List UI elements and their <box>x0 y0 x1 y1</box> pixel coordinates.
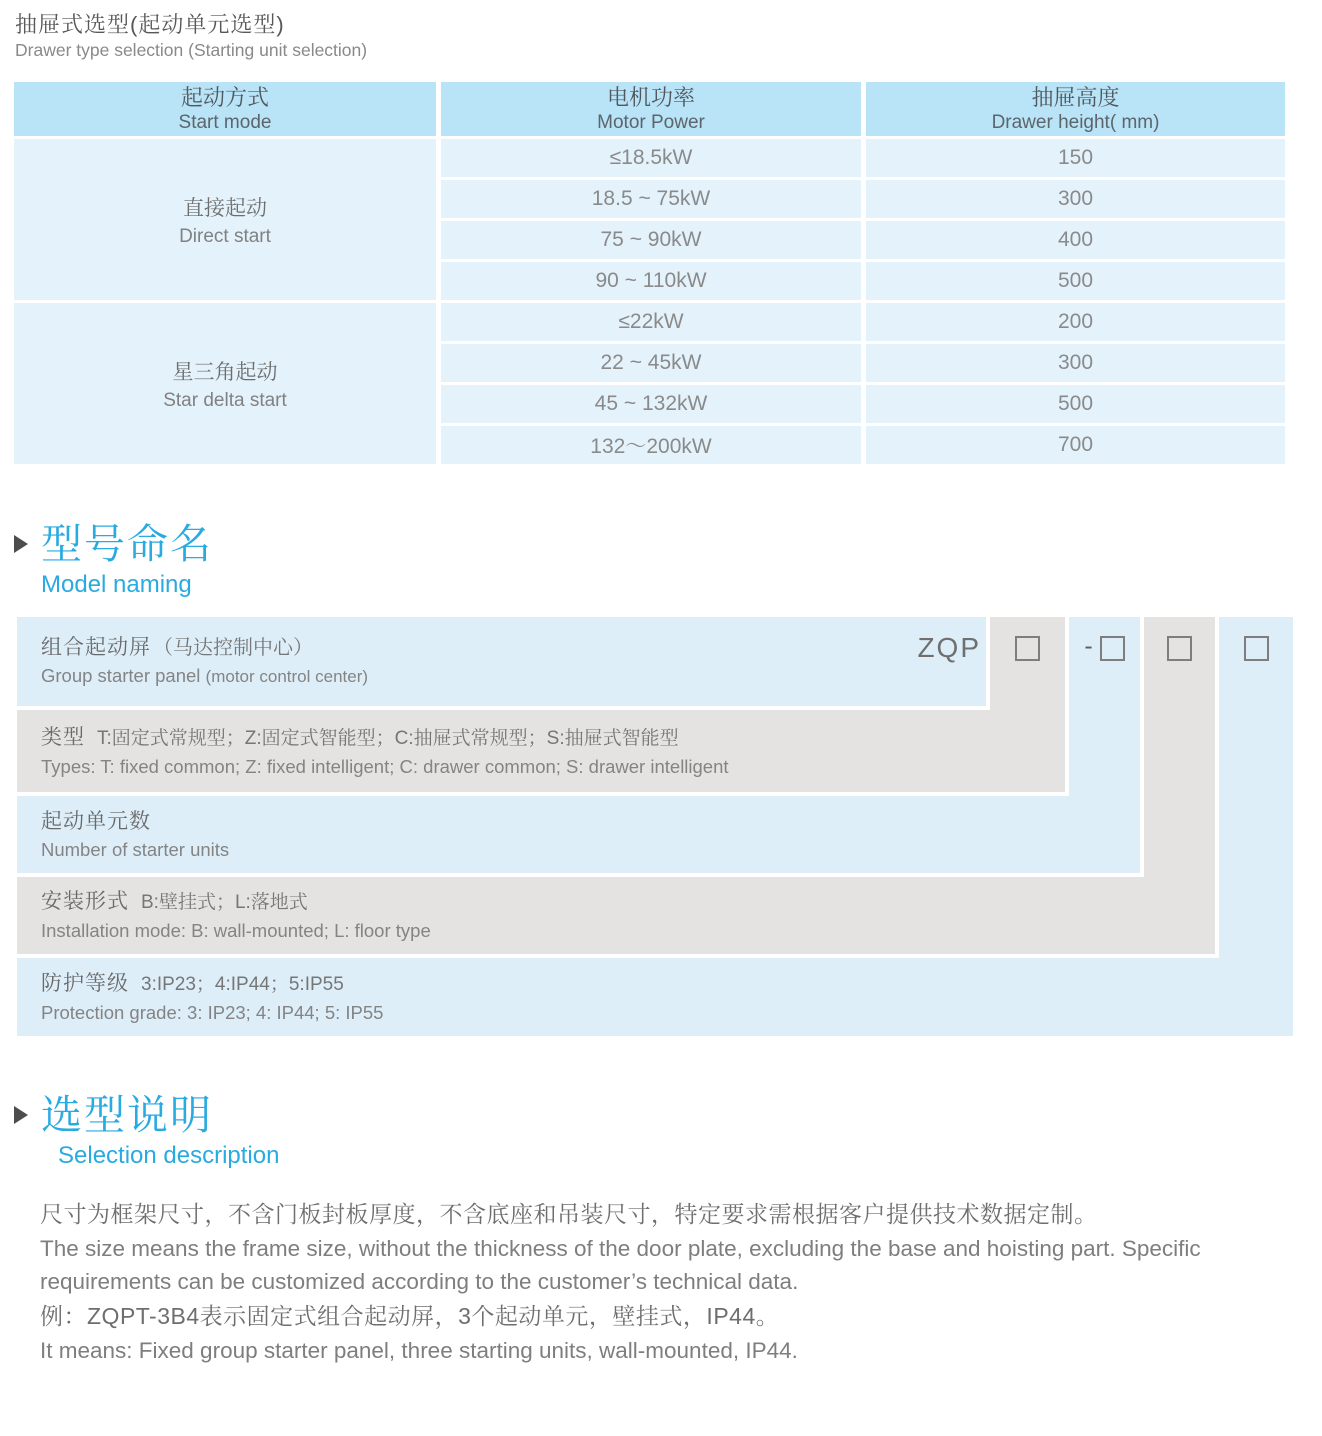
section-title-zh: 型号命名 <box>41 521 213 567</box>
code-column-installation <box>1144 617 1215 954</box>
header-start-mode: 起动方式 Start mode <box>14 82 441 139</box>
section-title-zh: 选型说明 <box>41 1092 213 1138</box>
height-cell: 500 <box>866 262 1285 303</box>
height-cell: 300 <box>866 344 1285 385</box>
header-motor-power: 电机功率 Motor Power <box>441 82 866 139</box>
power-cell: 90 ~ 110kW <box>441 262 866 303</box>
power-cell: ≤18.5kW <box>441 139 866 180</box>
model-naming-diagram <box>17 617 1293 1036</box>
power-cell: ≤22kW <box>441 303 866 344</box>
power-cell: 18.5 ~ 75kW <box>441 180 866 221</box>
code-box-icon <box>1244 636 1269 661</box>
power-cell: 22 ~ 45kW <box>441 344 866 385</box>
height-cell: 150 <box>866 139 1285 180</box>
power-cell: 75 ~ 90kW <box>441 221 866 262</box>
code-column-units <box>1069 617 1140 873</box>
triangle-bullet-icon <box>14 1106 28 1124</box>
diagram-row-starter-units: 起动单元数 Number of starter units <box>17 796 1140 873</box>
description-line-zh: 尺寸为框架尺寸，不含门板封板厚度，不含底座和吊装尺寸，特定要求需根据客户提供技术数据定制。 <box>40 1201 1098 1227</box>
code-box-icon <box>1167 636 1192 661</box>
height-cell: 200 <box>866 303 1285 344</box>
example-line-zh: 例：ZQPT-3B4表示固定式组合起动屏，3个起动单元，壁挂式，IP44。 <box>40 1303 780 1329</box>
code-column-type <box>990 617 1065 792</box>
mode-cell-star-delta: 星三角起动 Star delta start <box>14 303 441 467</box>
diagram-row-installation-mode: 安装形式 B:壁挂式；L:落地式 Installation mode: B: wall-mounted; L: floor type <box>17 877 1215 954</box>
table-row <box>14 139 1285 180</box>
height-cell: 500 <box>866 385 1285 426</box>
code-column-protection <box>1219 617 1293 1036</box>
diagram-row-types: 类型 T:固定式常规型；Z:固定式智能型；C:抽屉式常规型；S:抽屉式智能型 Types: T: fixed common; Z: fixed intelligent; C: drawer common; S: drawer intelligent <box>17 710 1065 792</box>
code-box-icon <box>1015 636 1040 661</box>
section-title-en: Model naming <box>41 571 192 598</box>
drawer-selection-table <box>14 82 1285 467</box>
page-title-zh: 抽屉式选型(起动单元选型) <box>15 12 285 37</box>
table-header-row <box>14 82 1285 139</box>
model-code-prefix: ZQP <box>917 632 981 663</box>
selection-description-heading <box>14 1093 279 1171</box>
power-cell: 132～200kW <box>441 426 866 467</box>
model-naming-heading <box>14 522 213 600</box>
code-dash: - <box>1084 632 1093 660</box>
height-cell: 400 <box>866 221 1285 262</box>
height-cell: 700 <box>866 426 1285 467</box>
height-cell: 300 <box>866 180 1285 221</box>
diagram-row-group-starter-panel: 组合起动屏 （马达控制中心） Group starter panel (motor control center) ZQP <box>17 617 986 706</box>
mode-cell-direct-start: 直接起动 Direct start <box>14 139 441 303</box>
example-line-en: It means: Fixed group starter panel, three starting units, wall-mounted, IP44. <box>40 1338 798 1363</box>
header-drawer-height: 抽屉高度 Drawer height( mm) <box>866 82 1285 139</box>
table-row <box>14 303 1285 344</box>
description-line-en: The size means the frame size, without the thickness of the door plate, excluding the base and hoisting part. Specific requirements can be customized according to the customer’s technical data. <box>40 1236 1201 1294</box>
diagram-row-protection-grade: 防护等级 3:IP23；4:IP44；5:IP55 Protection grade: 3: IP23; 4: IP44; 5: IP55 <box>17 958 1293 1036</box>
selection-description-text <box>40 1196 1288 1367</box>
page-title-en: Drawer type selection (Starting unit selection) <box>15 40 368 60</box>
power-cell: 45 ~ 132kW <box>441 385 866 426</box>
triangle-bullet-icon <box>14 535 28 553</box>
code-box-icon <box>1100 636 1125 661</box>
section-title-en: Selection description <box>58 1142 280 1169</box>
